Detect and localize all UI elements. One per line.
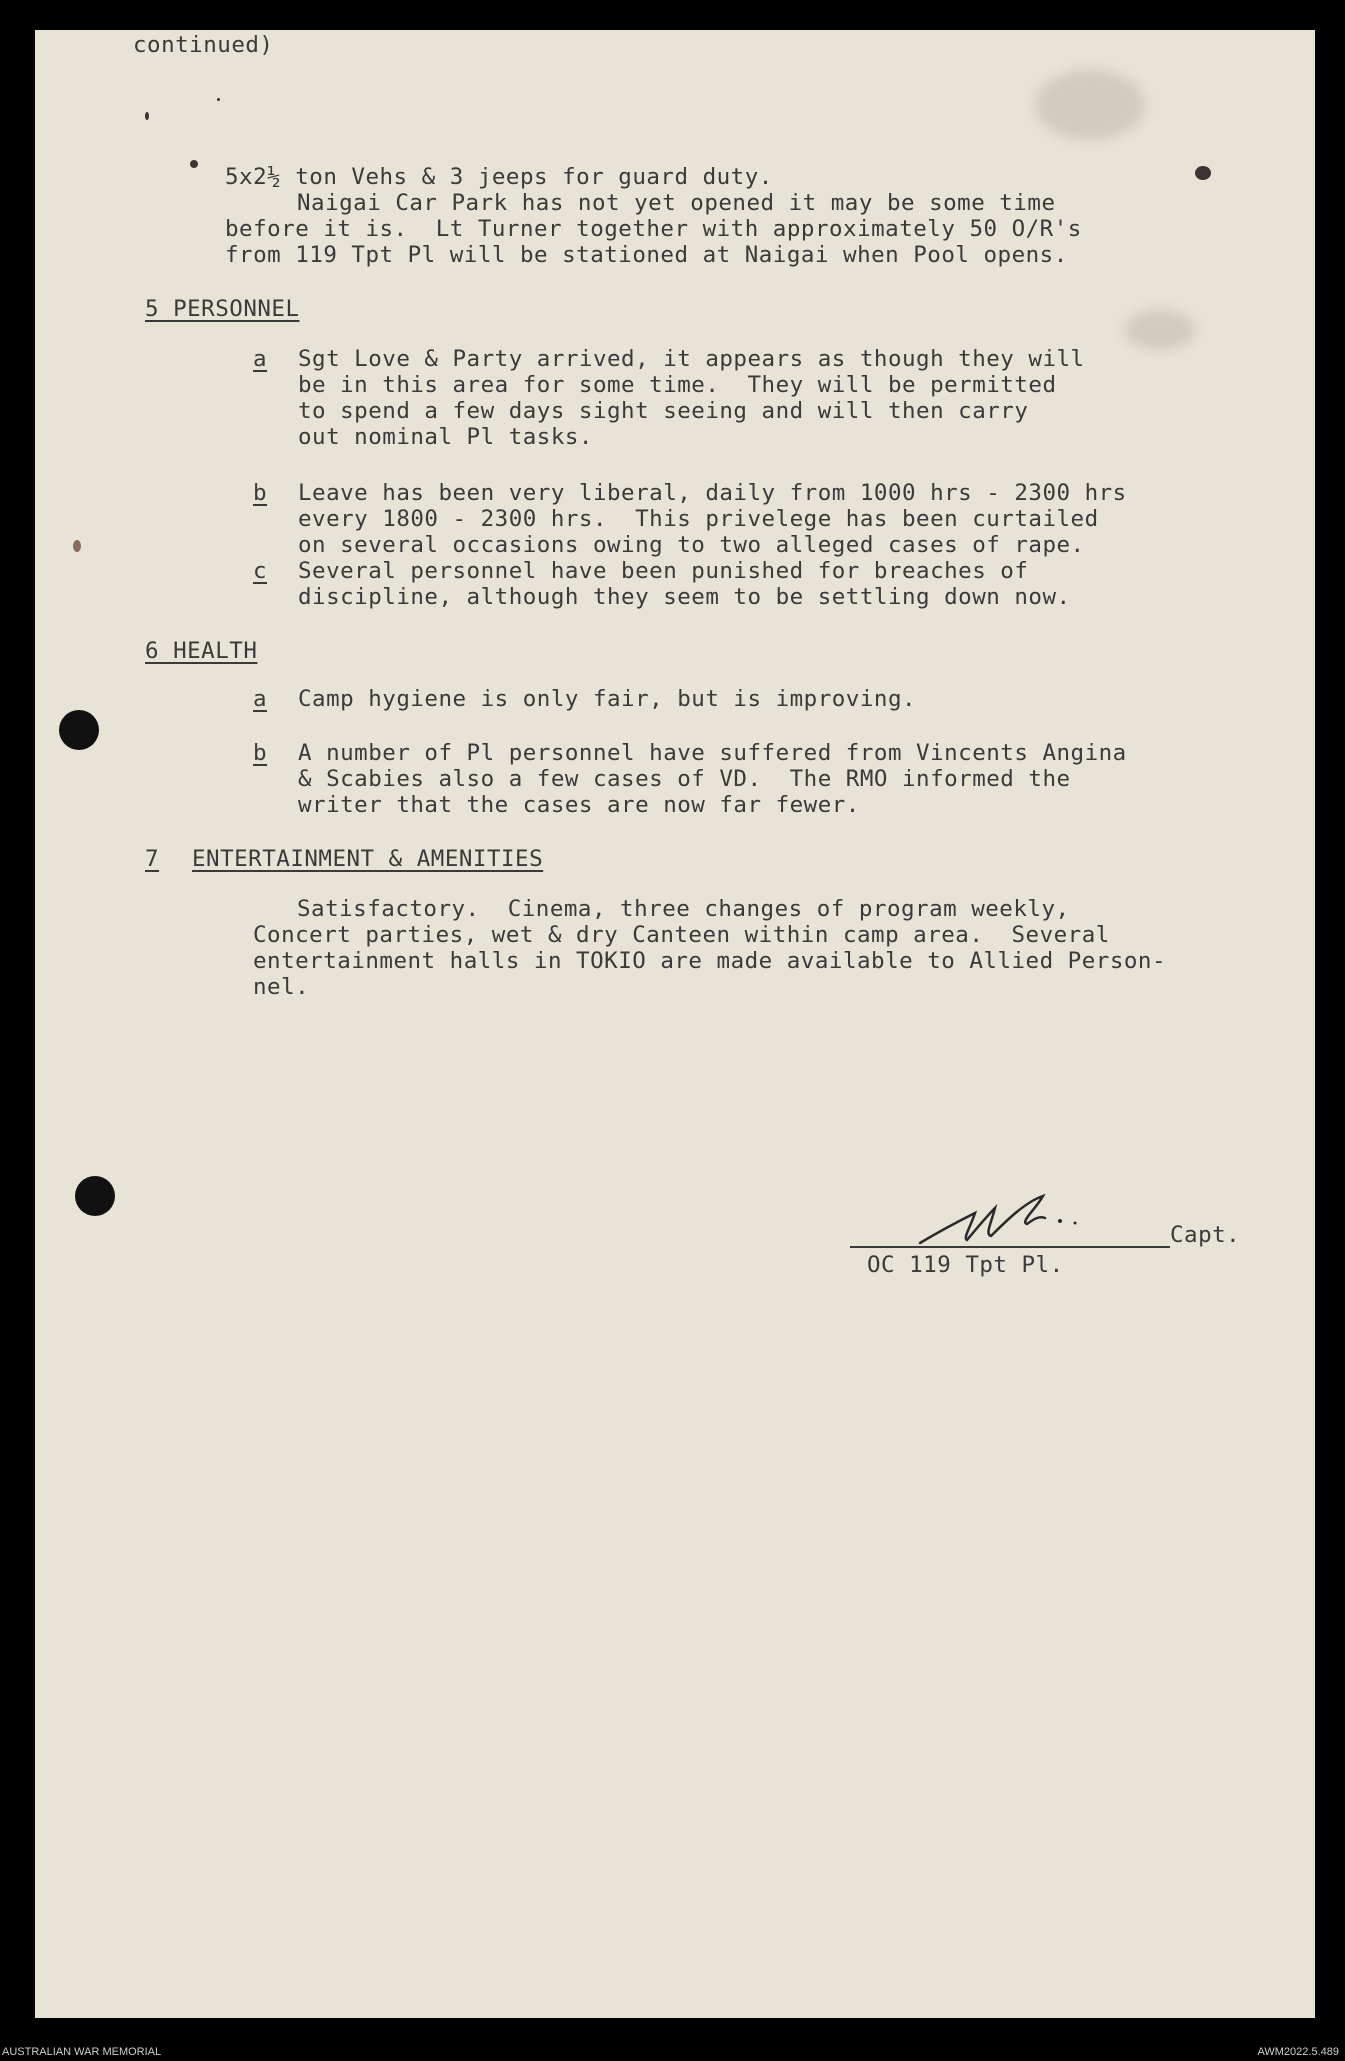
section-6b-letter: b	[253, 740, 268, 766]
document-page	[35, 30, 1315, 2018]
section-5b-line-3: on several occasions owing to two alleged cases of rape.	[298, 532, 1085, 558]
section-6b-line-3: writer that the cases are now far fewer.	[298, 792, 860, 818]
section-5b-letter: b	[253, 480, 268, 506]
intro-line-4: from 119 Tpt Pl will be stationed at Naigai when Pool opens.	[225, 242, 1068, 268]
section-7-line-2: Concert parties, wet & dry Canteen within camp area. Several	[253, 922, 1110, 948]
signature-line	[850, 1246, 1170, 1248]
punch-hole-bottom	[75, 1176, 115, 1216]
intro-line-1: 5x2½ ton Vehs & 3 jeeps for guard duty.	[225, 164, 773, 190]
paper-smudge	[1035, 70, 1145, 140]
intro-line-2: Naigai Car Park has not yet opened it may be some time	[297, 190, 1056, 216]
signature-title: OC 119 Tpt Pl.	[867, 1252, 1064, 1278]
section-5c-line-1: Several personnel have been punished for breaches of	[298, 558, 1029, 584]
section-7-heading: ENTERTAINMENT & AMENITIES	[192, 846, 544, 872]
section-7-line-4: nel.	[253, 974, 310, 1000]
ink-speck	[190, 160, 198, 168]
section-6a-line-1: Camp hygiene is only fair, but is improving.	[298, 686, 917, 712]
section-5b-line-1: Leave has been very liberal, daily from 1000 hrs - 2300 hrs	[298, 480, 1127, 506]
section-6a-letter: a	[253, 686, 268, 712]
ink-speck	[1195, 166, 1211, 180]
section-6b-line-2: & Scabies also a few cases of VD. The RMO informed the	[298, 766, 1071, 792]
ink-speck	[217, 98, 220, 101]
section-5a-line-4: out nominal Pl tasks.	[298, 424, 593, 450]
section-7-line-1: Satisfactory. Cinema, three changes of program weekly,	[297, 896, 1070, 922]
section-6b-line-1: A number of Pl personnel have suffered from Vincents Angina	[298, 740, 1127, 766]
section-5a-letter: a	[253, 346, 268, 372]
section-5a-line-2: be in this area for some time. They will be permitted	[298, 372, 1057, 398]
section-5a-line-3: to spend a few days sight seeing and will then carry	[298, 398, 1029, 424]
ink-speck	[73, 540, 81, 552]
paper-smudge	[1125, 310, 1195, 350]
section-7-number: 7	[145, 846, 160, 872]
punch-hole-top	[59, 710, 99, 750]
section-5b-line-2: every 1800 - 2300 hrs. This privelege has been curtailed	[298, 506, 1099, 532]
section-5a-line-1: Sgt Love & Party arrived, it appears as though they will	[298, 346, 1085, 372]
section-5c-line-2: discipline, although they seem to be settling down now.	[298, 584, 1071, 610]
footer-left: AUSTRALIAN WAR MEMORIAL	[2, 2046, 162, 2058]
section-5c-letter: c	[253, 558, 268, 584]
intro-line-3: before it is. Lt Turner together with approximately 50 O/R's	[225, 216, 1082, 242]
ink-speck	[145, 112, 149, 120]
section-6-heading: 6 HEALTH	[145, 638, 258, 664]
footer-right: AWM2022.5.489	[1257, 2046, 1339, 2058]
signature-rank: Capt.	[1170, 1222, 1241, 1248]
section-7-line-3: entertainment halls in TOKIO are made available to Allied Person-	[253, 948, 1166, 974]
continued-label: continued)	[133, 32, 274, 58]
section-5-heading: 5 PERSONNEL	[145, 296, 300, 322]
